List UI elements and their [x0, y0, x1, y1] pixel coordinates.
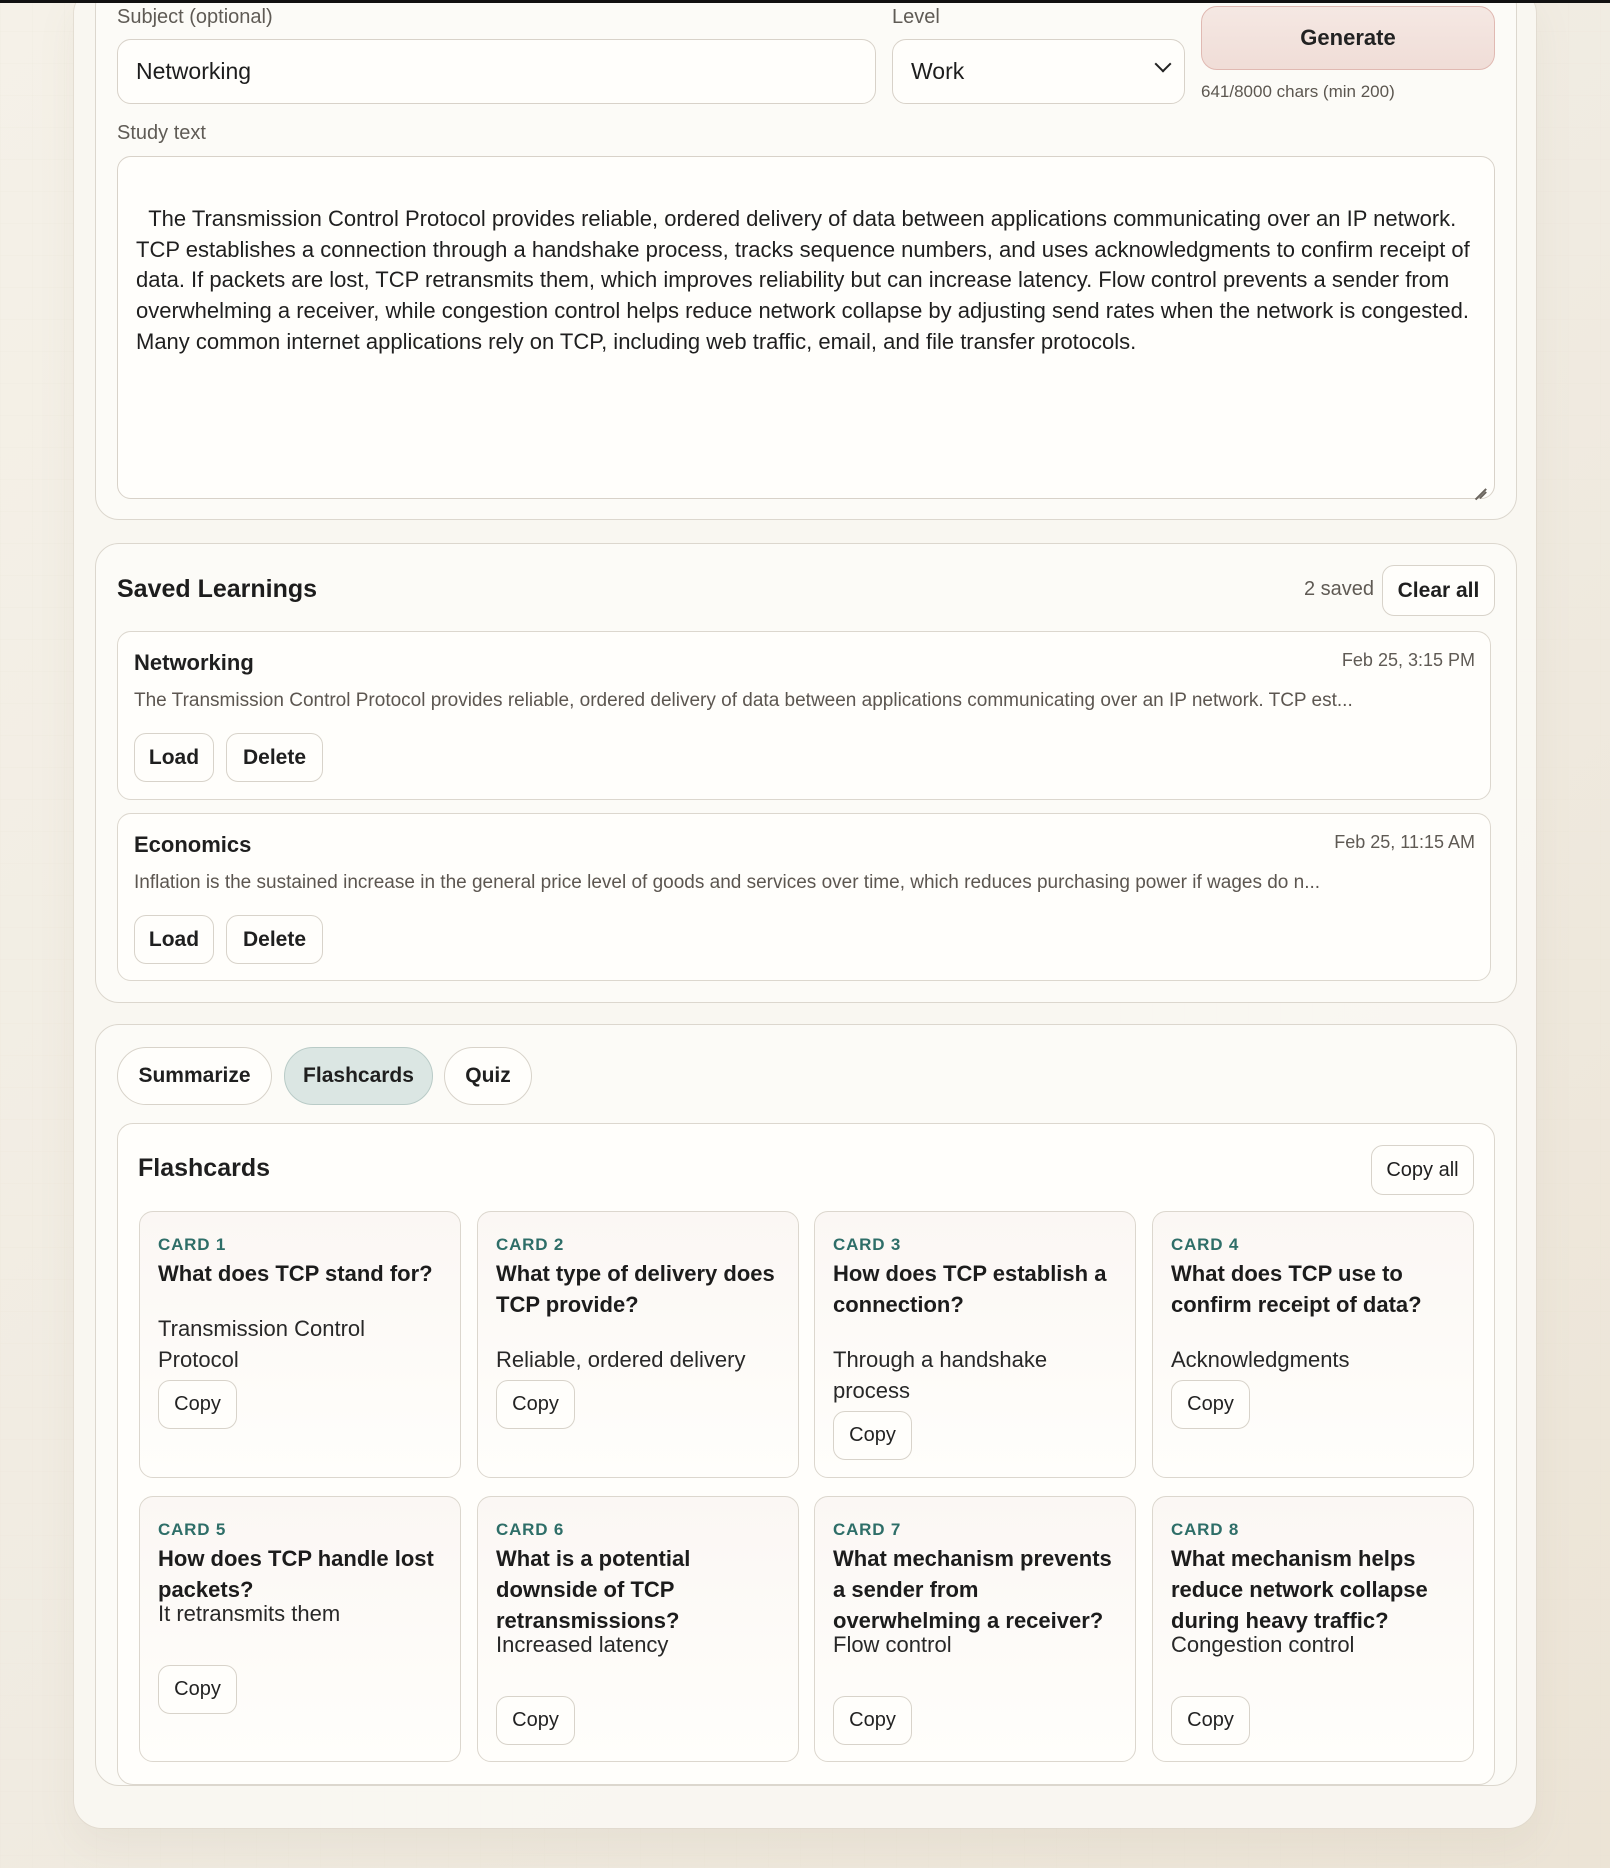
card-question: What type of delivery does TCP provide? [496, 1261, 775, 1317]
flashcard [477, 1496, 799, 1762]
subject-label: Subject (optional) [117, 6, 273, 28]
flashcards-title: Flashcards [138, 1154, 271, 1182]
saved-item-time: Feb 25, 11:15 AM [1334, 832, 1475, 852]
card-answer: Transmission Control Protocol [158, 1316, 366, 1372]
copy-button[interactable]: Copy [496, 1380, 575, 1429]
load-button[interactable]: Load [134, 915, 214, 964]
copy-button[interactable]: Copy [496, 1696, 575, 1745]
card-question: What mechanism prevents a sender from overwhelming a receiver? [833, 1546, 1112, 1633]
study-text-content: The Transmission Control Protocol provides reliable, ordered delivery of data between applications communicating over an IP network. TCP establishes a connection through a handshake process, tracks sequence numbers, and uses acknowledgments to confirm receipt of data. If packets are lost, TCP retransmits them, which improves reliability but can increase latency. Flow control prevents a sender from overwhelming a receiver, while congestion control helps reduce network collapse by adjusting send rates when the network is congested. Many common internet applications rely on TCP, including web traffic, email, and file transfer protocols. [136, 205, 1476, 354]
clear-all-button[interactable]: Clear all [1382, 565, 1495, 616]
card-label: CARD 4 [1171, 1235, 1240, 1254]
card-answer: Congestion control [1171, 1632, 1355, 1657]
card-answer: Acknowledgments [1171, 1347, 1350, 1372]
window-top-border [0, 0, 1610, 3]
card-label: CARD 2 [496, 1235, 565, 1254]
flashcard [477, 1211, 799, 1478]
card-question: What mechanism helps reduce network collapse during heavy traffic? [1171, 1546, 1428, 1633]
chevron-down-icon [1154, 58, 1172, 76]
card-answer: Through a handshake process [833, 1347, 1048, 1403]
copy-button[interactable]: Copy [833, 1411, 912, 1460]
copy-button[interactable]: Copy [1171, 1696, 1250, 1745]
saved-item-title: Economics [134, 832, 252, 857]
delete-button[interactable]: Delete [226, 915, 323, 964]
card-question: How does TCP handle lost packets? [158, 1546, 434, 1602]
card-answer: It retransmits them [158, 1601, 341, 1626]
saved-count: 2 saved [1304, 578, 1375, 600]
card-label: CARD 7 [833, 1520, 902, 1539]
copy-button[interactable]: Copy [158, 1665, 237, 1714]
level-label: Level [892, 6, 940, 28]
subject-value: Networking [136, 58, 252, 84]
level-select[interactable] [892, 39, 1185, 104]
flashcard [139, 1496, 461, 1762]
card-label: CARD 6 [496, 1520, 565, 1539]
copy-button[interactable]: Copy [833, 1696, 912, 1745]
tab-summarize[interactable]: Summarize [117, 1047, 272, 1105]
delete-button[interactable]: Delete [226, 733, 323, 782]
flashcard [1152, 1496, 1474, 1762]
card-label: CARD 3 [833, 1235, 902, 1254]
flashcard [139, 1211, 461, 1478]
copy-button[interactable]: Copy [158, 1380, 237, 1429]
card-question: How does TCP establish a connection? [833, 1261, 1107, 1317]
card-answer: Increased latency [496, 1632, 669, 1657]
generate-button[interactable]: Generate [1201, 6, 1495, 70]
study-text-area[interactable] [117, 156, 1495, 499]
card-answer: Flow control [833, 1632, 952, 1657]
card-answer: Reliable, ordered delivery [496, 1347, 746, 1372]
flashcard [814, 1211, 1136, 1478]
tab-flashcards[interactable]: Flashcards [284, 1047, 433, 1105]
tab-quiz[interactable]: Quiz [444, 1047, 532, 1105]
card-question: What does TCP stand for? [158, 1261, 433, 1286]
load-button[interactable]: Load [134, 733, 214, 782]
saved-item-economics [117, 813, 1491, 981]
saved-item-networking [117, 631, 1491, 800]
copy-button[interactable]: Copy [1171, 1380, 1250, 1429]
card-label: CARD 1 [158, 1235, 227, 1254]
study-text-label: Study text [117, 122, 206, 144]
saved-item-preview: Inflation is the sustained increase in the general price level of goods and services over time, which reduces purchasing power if wages do n... [134, 872, 1321, 893]
saved-item-preview: The Transmission Control Protocol provides reliable, ordered delivery of data between applications communicating over an IP network. TCP est... [134, 690, 1353, 711]
card-label: CARD 8 [1171, 1520, 1240, 1539]
flashcard [1152, 1211, 1474, 1478]
card-question: What is a potential downside of TCP retransmissions? [496, 1546, 691, 1633]
saved-learnings-title: Saved Learnings [117, 575, 318, 603]
saved-item-title: Networking [134, 650, 254, 675]
resize-handle-icon[interactable] [1470, 476, 1486, 492]
copy-all-button[interactable]: Copy all [1371, 1145, 1474, 1195]
subject-input[interactable] [117, 39, 876, 104]
saved-item-time: Feb 25, 3:15 PM [1341, 650, 1475, 670]
level-value: Work [911, 58, 965, 84]
card-question: What does TCP use to confirm receipt of data? [1171, 1261, 1422, 1317]
flashcard [814, 1496, 1136, 1762]
character-count: 641/8000 chars (min 200) [1201, 82, 1395, 101]
card-label: CARD 5 [158, 1520, 227, 1539]
